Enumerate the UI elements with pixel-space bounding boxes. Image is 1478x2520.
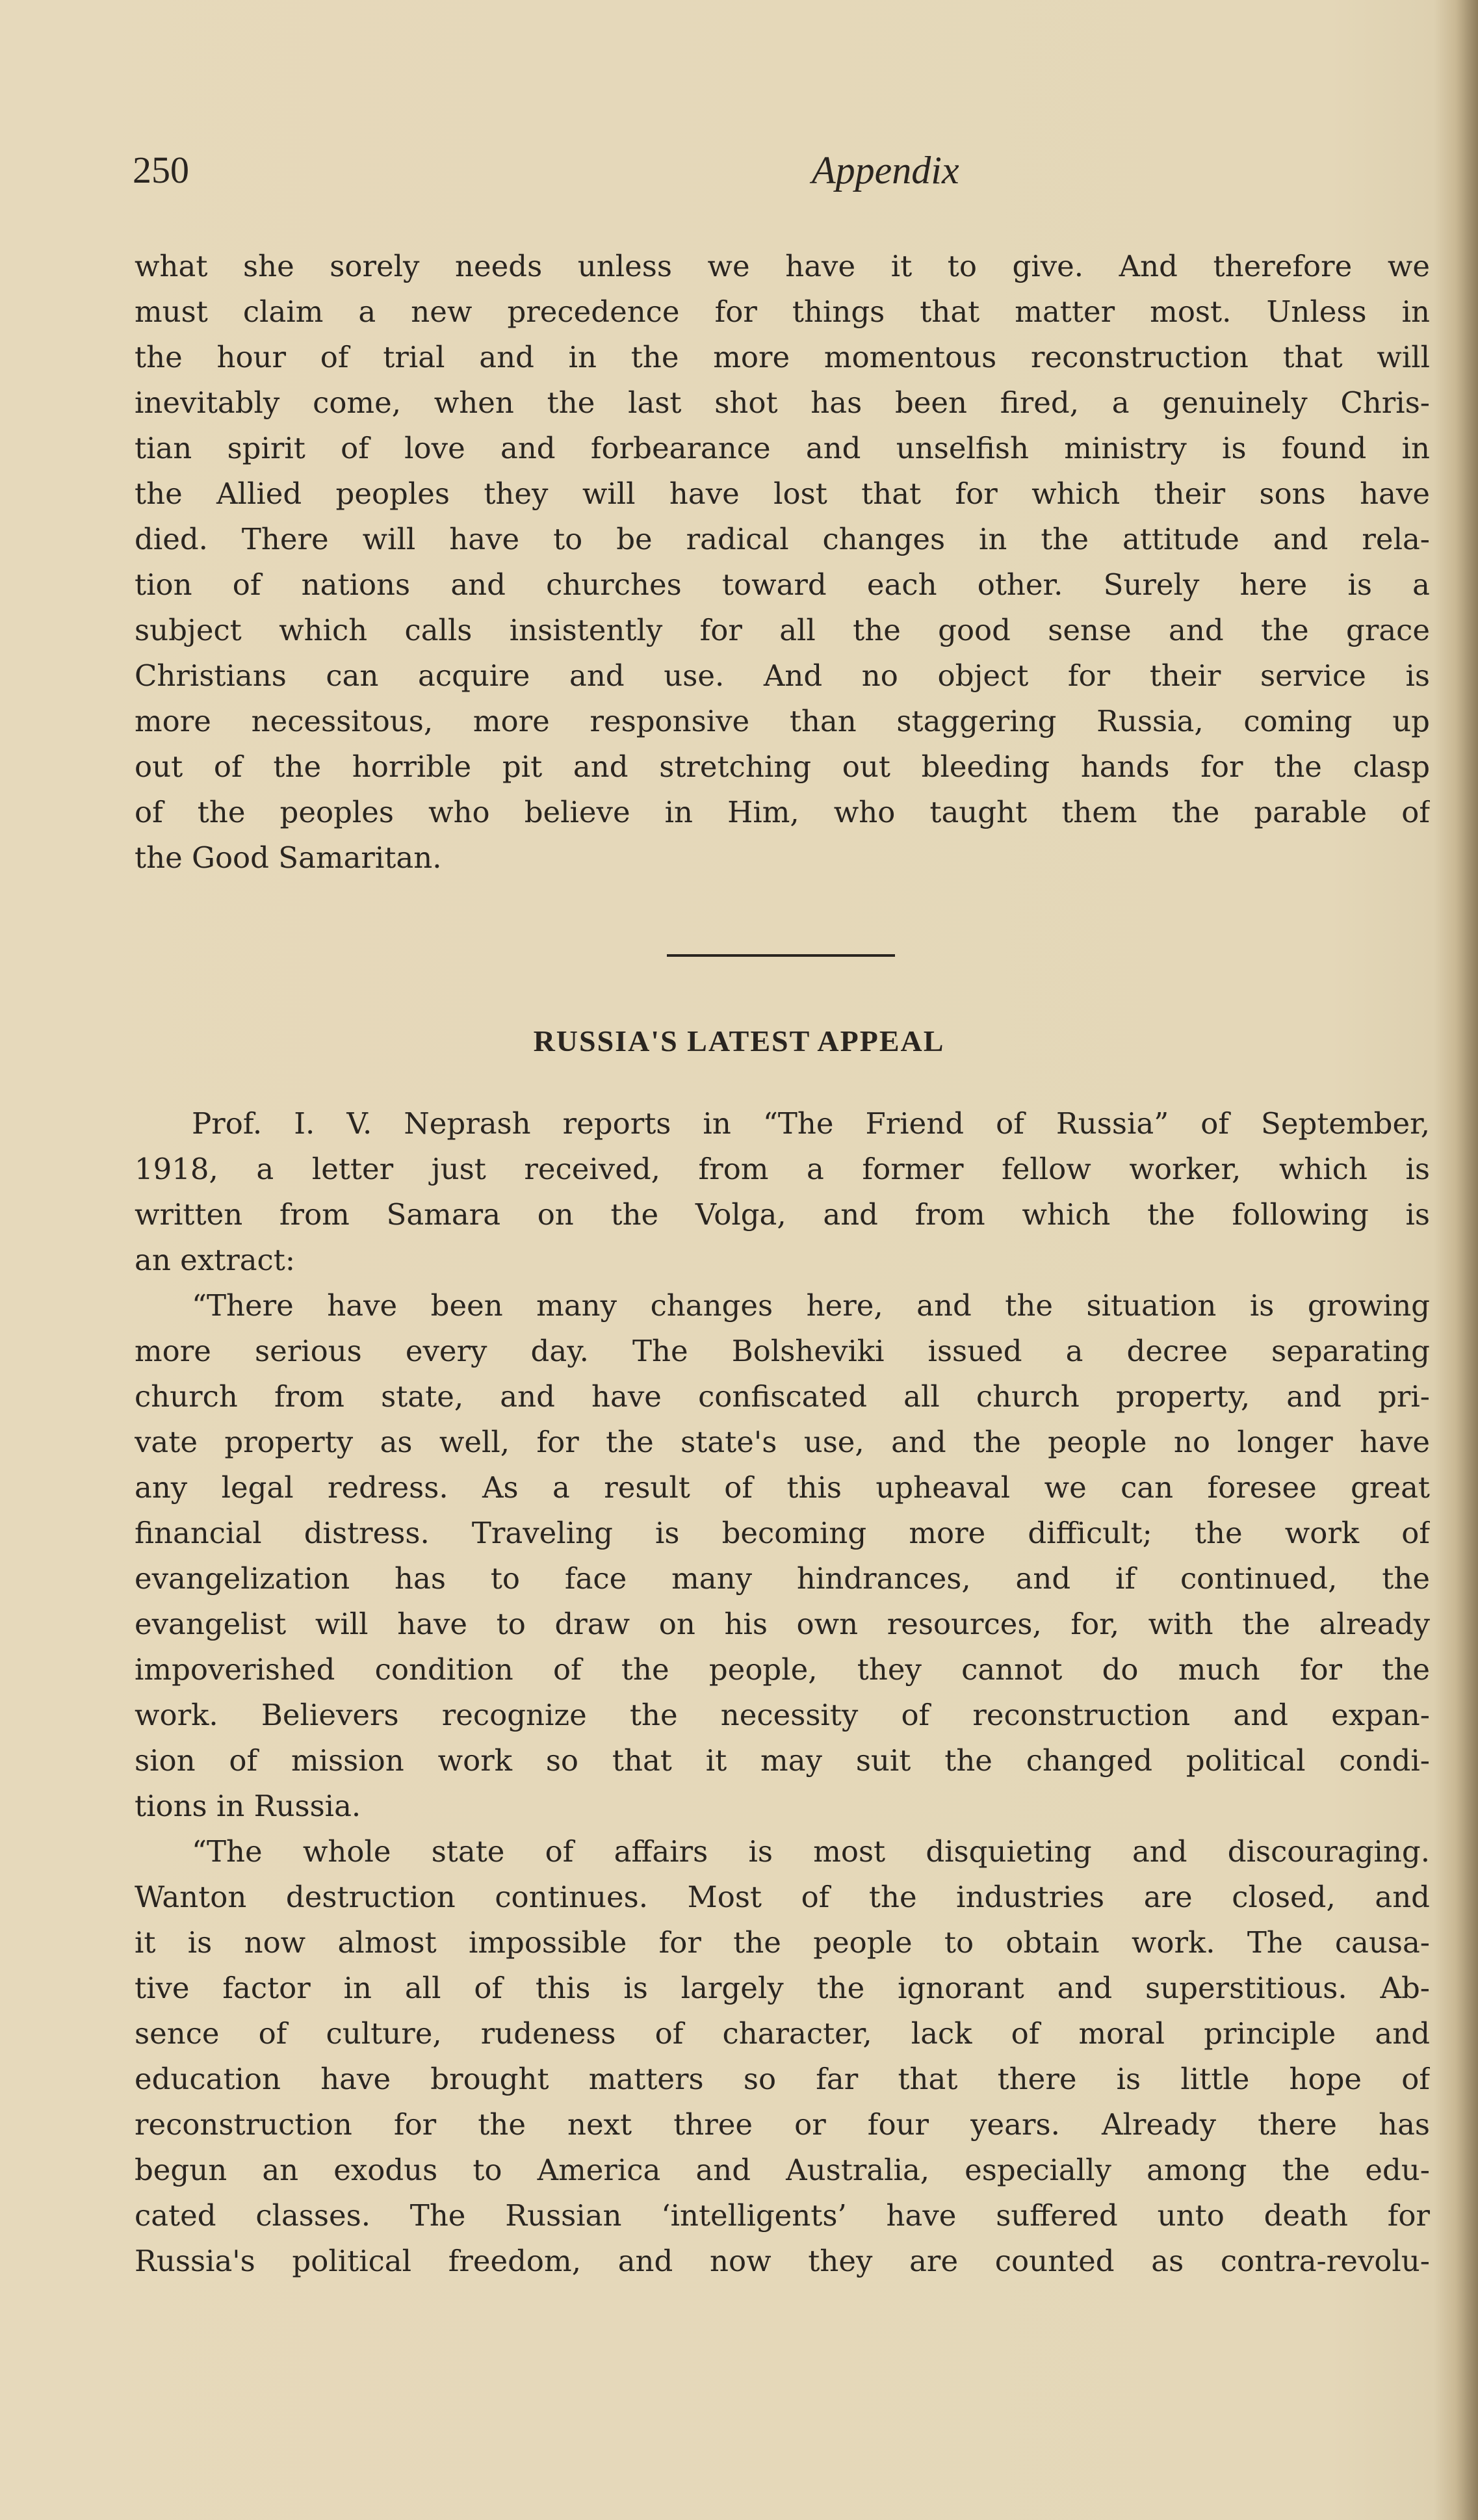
text-line: cated classes. The Russian ‘intelligents’ have suffered unto death for [135,2198,1430,2233]
paragraph-letter-extract-1 [135,1283,1430,1829]
text-line: any legal redress. As a result of this upheaval we can foresee great [135,1470,1430,1505]
text-line: sion of mission work so that it may suit the changed political condi- [135,1743,1430,1778]
text-line: it is now almost impossible for the people to obtain work. The causa- [135,1925,1430,1960]
text-line: must claim a new precedence for things that matter most. Unless in [135,294,1430,329]
text-line: 1918, a letter just received, from a former fellow worker, which is [135,1152,1430,1186]
page-number: 250 [133,149,189,191]
text-line: Prof. I. V. Neprash reports in “The Friend of Russia” of September, [192,1106,1430,1141]
text-line: out of the horrible pit and stretching out bleeding hands for the clasp [135,749,1430,784]
text-line: more serious every day. The Bolsheviki issued a decree separating [135,1334,1430,1368]
text-line: education have brought matters so far that there is little hope of [135,2062,1430,2096]
text-line: vate property as well, for the state's use, and the people no longer have [135,1425,1430,1459]
running-title: Appendix [812,149,959,192]
text-line: of the peoples who believe in Him, who taught them the parable of [135,795,1430,829]
text-line: inevitably come, when the last shot has been fired, a genuinely Chris- [135,385,1430,420]
text-line: sence of culture, rudeness of character, lack of moral principle and [135,2016,1430,2051]
text-line: written from Samara on the Volga, and from which the following is [135,1197,1430,1232]
text-line: tion of nations and churches toward each other. Surely here is a [135,567,1430,602]
text-line: Russia's political freedom, and now they are counted as contra-revolu- [135,2244,1430,2278]
text-line: tian spirit of love and forbearance and unselfish ministry is found in [135,431,1430,465]
section-heading: RUSSIA'S LATEST APPEAL [533,1024,945,1058]
text-line: Christians can acquire and use. And no object for their service is [135,658,1430,693]
text-line: “The whole state of affairs is most disquieting and discouraging. [192,1834,1430,1869]
paragraph-letter-extract-2 [135,1829,1430,2284]
text-line: the hour of trial and in the more momentous reconstruction that will [135,340,1430,374]
paragraph-neprash-report [135,1101,1430,1283]
text-line: begun an exodus to America and Australia, especially among the edu- [135,2153,1430,2187]
text-line: subject which calls insistently for all the good sense and the grace [135,613,1430,647]
text-line: work. Believers recognize the necessity of reconstruction and expan- [135,1698,1430,1732]
text-line: reconstruction for the next three or four years. Already there has [135,2107,1430,2142]
text-line: more necessitous, more responsive than staggering Russia, coming up [135,704,1430,738]
text-line: evangelization has to face many hindrances, and if continued, the [135,1561,1430,1596]
text-line: tions in Russia. [135,1789,361,1823]
text-line: the Good Samaritan. [135,840,442,875]
text-line: Wanton destruction continues. Most of the industries are closed, and [135,1880,1430,1914]
text-line: what she sorely needs unless we have it to give. And therefore we [135,249,1430,283]
section-divider [667,954,895,957]
text-line: financial distress. Traveling is becoming more difficult; the work of [135,1516,1430,1550]
text-line: died. There will have to be radical changes in the attitude and rela- [135,522,1430,556]
text-line: evangelist will have to draw on his own resources, for, with the already [135,1607,1430,1641]
paragraph-closing-appeal [135,244,1430,881]
running-header [133,148,1430,200]
text-line: tive factor in all of this is largely the ignorant and superstitious. Ab- [135,1971,1430,2005]
text-line: impoverished condition of the people, they cannot do much for the [135,1652,1430,1687]
text-line: the Allied peoples they will have lost that for which their sons have [135,476,1430,511]
text-line: church from state, and have confiscated all church property, and pri- [135,1379,1430,1414]
text-line: an extract: [135,1243,295,1277]
text-line: “There have been many changes here, and the situation is growing [192,1288,1430,1323]
